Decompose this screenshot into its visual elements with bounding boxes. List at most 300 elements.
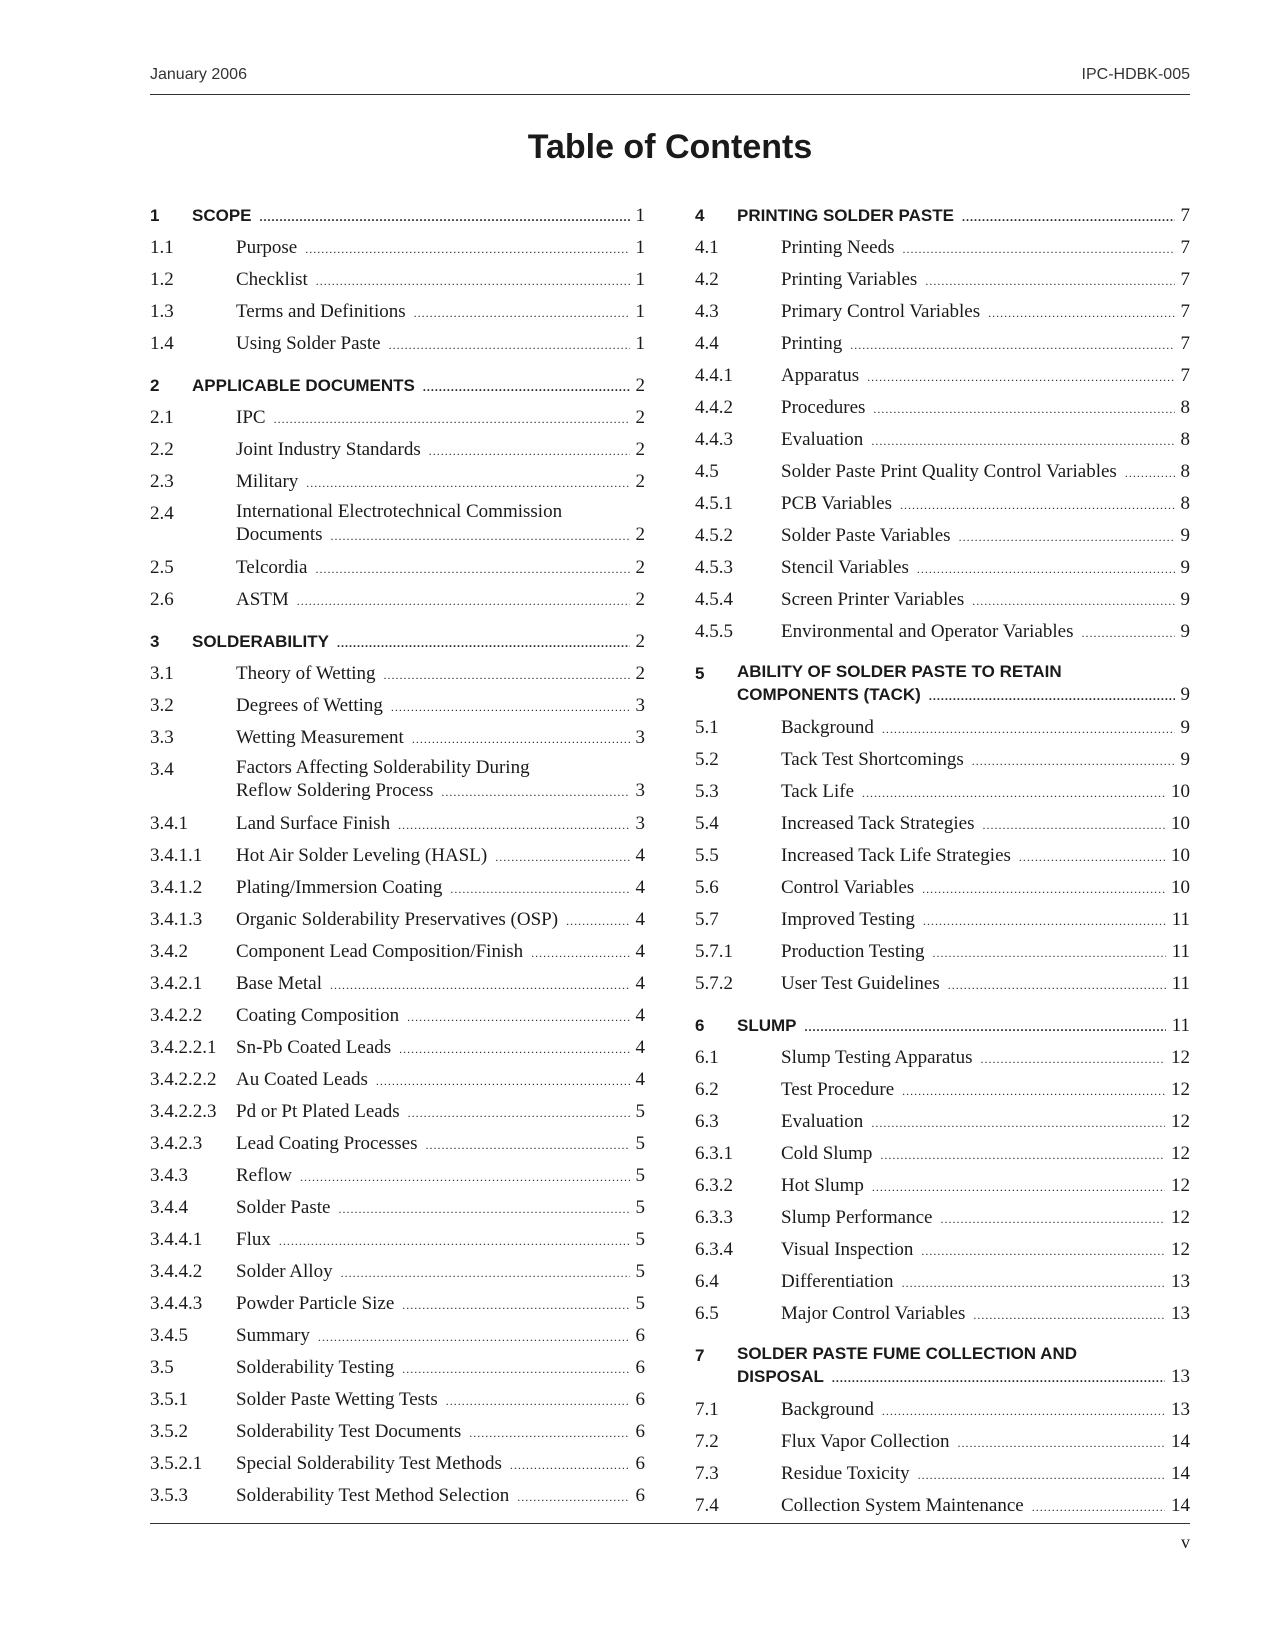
toc-entry[interactable]	[150, 872, 645, 904]
dot-leader	[988, 297, 1174, 329]
toc-entry[interactable]	[150, 968, 645, 1000]
toc-section	[695, 200, 1190, 648]
toc-entry[interactable]	[150, 1160, 645, 1192]
toc-entry-number: 2.1	[150, 407, 174, 428]
toc-entry[interactable]	[695, 328, 1190, 360]
toc-entry-number: 6	[695, 1016, 705, 1035]
toc-entry-title: ABILITY OF SOLDER PASTE TO RETAIN	[737, 662, 1062, 681]
dot-leader	[925, 265, 1174, 297]
toc-entry-body	[781, 776, 1190, 809]
toc-entry-number: 4.5.4	[695, 589, 733, 610]
toc-entry-body	[236, 904, 645, 937]
toc-entry-body	[236, 872, 645, 905]
toc-entry[interactable]	[150, 552, 645, 584]
toc-entry-number: 2.6	[150, 589, 174, 610]
page-title: Table of Contents	[527, 128, 813, 166]
toc-entry-body	[236, 968, 645, 1001]
toc-entry-page: 7	[1180, 237, 1190, 258]
toc-entry-title: Powder Particle Size	[236, 1293, 395, 1314]
toc-entry-number: 7.4	[695, 1495, 719, 1516]
toc-entry-title: Telcordia	[236, 557, 308, 578]
toc-entry[interactable]	[695, 360, 1190, 392]
toc-entry-body	[781, 808, 1190, 841]
toc-entry[interactable]	[150, 808, 645, 840]
dot-leader	[1019, 841, 1165, 873]
toc-entry-body	[781, 872, 1190, 905]
toc-entry-leader-row	[781, 616, 1190, 649]
toc-entry-page: 5	[635, 1293, 645, 1314]
toc-entry-body	[781, 968, 1190, 1001]
dot-leader	[958, 1427, 1165, 1459]
toc-entry[interactable]	[695, 232, 1190, 264]
toc-entry-page: 1	[635, 269, 645, 290]
toc-entry-leader-row	[781, 1138, 1190, 1171]
dot-leader	[330, 969, 629, 1001]
toc-entry-page: 1	[635, 205, 645, 226]
toc-entry-leader-row	[781, 584, 1190, 617]
toc-entry-title: Degrees of Wetting	[236, 695, 383, 716]
dot-leader	[414, 297, 630, 329]
toc-entry-body	[236, 722, 645, 755]
toc-entry-number: 6.3.4	[695, 1239, 733, 1260]
toc-entry-leader-row	[781, 1106, 1190, 1139]
toc-entry-page: 3	[635, 695, 645, 716]
toc-entry[interactable]	[150, 754, 645, 808]
toc-entry-title: Evaluation	[781, 1111, 864, 1132]
header-date: January 2006	[150, 66, 247, 83]
toc-entry-page: 2	[635, 407, 645, 428]
toc-entry-leader-row	[236, 232, 645, 265]
toc-entry-number: 6.2	[695, 1079, 719, 1100]
toc-entry-number: 3.5.2.1	[150, 1453, 203, 1474]
toc-entry-body	[781, 328, 1190, 361]
page-header	[150, 62, 1190, 95]
toc-entry[interactable]	[695, 1458, 1190, 1490]
toc-entry-title: Plating/Immersion Coating	[236, 877, 443, 898]
toc-entry-title: Component Lead Composition/Finish	[236, 941, 524, 962]
toc-entry-body	[781, 1234, 1190, 1267]
toc-entry-page: 9	[1180, 621, 1190, 642]
toc-entry[interactable]	[695, 1234, 1190, 1266]
toc-entry-number: 4.4.1	[695, 365, 733, 386]
toc-entry-page: 4	[635, 1069, 645, 1090]
toc-entry-title: Factors Affecting Solderability During	[236, 757, 530, 778]
toc-entry-leader-row	[781, 424, 1190, 457]
toc-entry-number: 3.4.4.1	[150, 1229, 203, 1250]
toc-entry-number: 5.3	[695, 781, 719, 802]
toc-entry-page: 12	[1171, 1111, 1190, 1132]
dot-leader	[850, 329, 1174, 361]
toc-entry-number: 1.2	[150, 269, 174, 290]
toc-section-heading[interactable]	[150, 626, 645, 658]
toc-entry[interactable]	[695, 1426, 1190, 1458]
toc-entry[interactable]	[150, 1352, 645, 1384]
toc-entry[interactable]	[695, 1298, 1190, 1330]
toc-entry[interactable]	[150, 232, 645, 264]
toc-right-column	[695, 200, 1190, 1532]
toc-entry[interactable]	[150, 1128, 645, 1160]
dot-leader	[873, 393, 1174, 425]
toc-entry-number: 3.5.1	[150, 1389, 188, 1410]
toc-entry[interactable]	[150, 498, 645, 552]
dot-leader	[940, 1203, 1165, 1235]
toc-entry-title: Terms and Definitions	[236, 301, 406, 322]
toc-section-heading[interactable]	[695, 658, 1190, 712]
dot-leader	[341, 1257, 630, 1289]
toc-entry[interactable]	[695, 424, 1190, 456]
toc-entry-number: 3.4.4.3	[150, 1293, 203, 1314]
toc-entry[interactable]	[695, 904, 1190, 936]
toc-entry-leader-row	[236, 658, 645, 691]
toc-section-heading[interactable]	[150, 370, 645, 402]
toc-entry-leader-row	[236, 328, 645, 361]
toc-entry[interactable]	[695, 1490, 1190, 1522]
toc-entry-number: 4.2	[695, 269, 719, 290]
toc-entry-body	[781, 840, 1190, 873]
toc-entry[interactable]	[150, 1096, 645, 1128]
toc-entry-body	[236, 936, 645, 969]
toc-entry-body	[781, 1074, 1190, 1107]
toc-entry[interactable]	[150, 402, 645, 434]
dot-leader	[412, 723, 630, 755]
toc-entry-leader-row	[236, 1320, 645, 1353]
toc-entry[interactable]	[695, 776, 1190, 808]
toc-entry-body	[236, 690, 645, 723]
toc-entry-leader-row	[737, 683, 1190, 708]
toc-entry-body	[781, 616, 1190, 649]
dot-leader	[305, 233, 629, 265]
toc-entry-title: Solder Alloy	[236, 1261, 333, 1282]
toc-entry-leader-row	[781, 520, 1190, 553]
toc-entry-number: 3.4.4.2	[150, 1261, 203, 1282]
toc-entry-leader-row	[236, 808, 645, 841]
toc-entry-body	[192, 370, 645, 403]
toc-entry-number: 4.5.3	[695, 557, 733, 578]
toc-entry-number: 5.2	[695, 749, 719, 770]
toc-entry-number: 5.7.1	[695, 941, 733, 962]
toc-entry[interactable]	[150, 296, 645, 328]
toc-entry[interactable]	[150, 904, 645, 936]
dot-leader	[429, 435, 630, 467]
toc-entry-title: Pd or Pt Plated Leads	[236, 1101, 400, 1122]
toc-entry-page: 13	[1171, 1303, 1190, 1324]
toc-entry-body	[236, 402, 645, 435]
toc-entry-body	[781, 1170, 1190, 1203]
toc-entry[interactable]	[695, 552, 1190, 584]
toc-entry[interactable]	[150, 1000, 645, 1032]
toc-section-heading[interactable]	[150, 200, 645, 232]
toc-entry-title: PRINTING SOLDER PASTE	[737, 206, 954, 225]
header-doc-id: IPC-HDBK-005	[1081, 66, 1190, 83]
toc-entry-page: 2	[635, 631, 645, 652]
toc-entry-page: 14	[1171, 1495, 1190, 1516]
toc-entry[interactable]	[150, 328, 645, 360]
toc-entry[interactable]	[695, 712, 1190, 744]
toc-entry-title: Apparatus	[781, 365, 860, 386]
dot-leader	[871, 425, 1174, 457]
toc-entry-title: IPC	[236, 407, 266, 428]
toc-entry[interactable]	[695, 936, 1190, 968]
dot-leader	[495, 841, 629, 873]
toc-entry-leader-row	[781, 1426, 1190, 1459]
toc-entry-title: ASTM	[236, 589, 289, 610]
toc-entry-title: Purpose	[236, 237, 298, 258]
toc-entry[interactable]	[150, 722, 645, 754]
toc-entry-title: Au Coated Leads	[236, 1069, 368, 1090]
toc-entry[interactable]	[150, 1448, 645, 1480]
toc-entry-page: 9	[1180, 717, 1190, 738]
toc-entry[interactable]	[695, 872, 1190, 904]
dot-leader	[917, 553, 1175, 585]
toc-entry-leader-row	[236, 1288, 645, 1321]
toc-entry[interactable]	[150, 264, 645, 296]
toc-entry-leader-row	[781, 1490, 1190, 1523]
toc-section-heading[interactable]	[695, 1340, 1190, 1394]
dot-leader	[973, 1299, 1165, 1331]
toc-entry-leader-row	[236, 872, 645, 905]
toc-entry-page: 4	[635, 1005, 645, 1026]
toc-section-heading[interactable]	[695, 1010, 1190, 1042]
toc-entry-number: 1.1	[150, 237, 174, 258]
toc-entry-number: 2.2	[150, 439, 174, 460]
toc-entry-leader-row	[236, 523, 645, 548]
toc-entry-title: Slump Testing Apparatus	[781, 1047, 973, 1068]
toc-entry[interactable]	[695, 264, 1190, 296]
toc-entry-title-continued: Reflow Soldering Process	[236, 780, 434, 801]
toc-section-heading[interactable]	[695, 200, 1190, 232]
toc-entry-leader-row	[236, 1096, 645, 1129]
toc-entry-title: SOLDERABILITY	[192, 632, 329, 651]
dot-leader	[566, 905, 629, 937]
toc-entry-page: 11	[1171, 1015, 1190, 1036]
toc-entry-number: 6.3	[695, 1111, 719, 1132]
toc-entry-title: Flux Vapor Collection	[781, 1431, 950, 1452]
toc-entry[interactable]	[150, 690, 645, 722]
toc-entry-body	[781, 424, 1190, 457]
toc-entry[interactable]	[695, 1266, 1190, 1298]
toc-entry-page: 2	[635, 524, 645, 545]
toc-entry-body	[236, 1480, 645, 1513]
toc-entry-title: Major Control Variables	[781, 1303, 966, 1324]
toc-entry-page: 13	[1171, 1271, 1190, 1292]
toc-entry-page: 6	[635, 1453, 645, 1474]
toc-entry-page: 12	[1171, 1175, 1190, 1196]
toc-entry[interactable]	[695, 456, 1190, 488]
toc-entry-leader-row	[781, 712, 1190, 745]
toc-entry-number: 4.5.2	[695, 525, 733, 546]
toc-section	[150, 626, 645, 1512]
dot-leader	[318, 1321, 630, 1353]
toc-entry-body	[236, 1416, 645, 1449]
toc-entry-number: 3.4.4	[150, 1197, 188, 1218]
toc-entry[interactable]	[150, 936, 645, 968]
toc-entry[interactable]	[150, 584, 645, 616]
toc-entry-leader-row	[781, 872, 1190, 905]
toc-entry[interactable]	[695, 584, 1190, 616]
toc-entry-number: 1.3	[150, 301, 174, 322]
toc-entry-number: 3.3	[150, 727, 174, 748]
toc-entry[interactable]	[150, 1320, 645, 1352]
dot-leader	[407, 1001, 629, 1033]
dot-leader	[399, 1033, 629, 1065]
dot-leader	[337, 627, 630, 659]
toc-entry[interactable]	[150, 1384, 645, 1416]
toc-entry[interactable]	[150, 840, 645, 872]
toc-section	[150, 370, 645, 616]
dot-leader	[297, 585, 630, 617]
toc-entry[interactable]	[150, 1224, 645, 1256]
dot-leader	[948, 969, 1166, 1001]
toc-entry-number: 6.1	[695, 1047, 719, 1068]
dot-leader	[391, 691, 630, 723]
toc-entry-page: 6	[635, 1389, 645, 1410]
dot-leader	[510, 1449, 630, 1481]
toc-entry-title: Using Solder Paste	[236, 333, 381, 354]
toc-entry-number: 3.4.2.2.2	[150, 1069, 217, 1090]
toc-entry[interactable]	[695, 744, 1190, 776]
toc-entry-body	[236, 1064, 645, 1097]
toc-entry-number: 6.4	[695, 1271, 719, 1292]
toc-entry-title: Improved Testing	[781, 909, 915, 930]
document-page	[150, 0, 1190, 1650]
toc-entry-body	[236, 658, 645, 691]
toc-entry-number: 2	[150, 376, 160, 395]
toc-entry[interactable]	[695, 520, 1190, 552]
dot-leader	[900, 489, 1174, 521]
dot-leader	[279, 1225, 630, 1257]
toc-entry-leader-row	[236, 1128, 645, 1161]
toc-entry-title: Collection System Maintenance	[781, 1495, 1024, 1516]
toc-entry-body	[236, 498, 645, 548]
toc-entry-page: 4	[635, 1037, 645, 1058]
toc-entry[interactable]	[695, 488, 1190, 520]
toc-entry[interactable]	[150, 1192, 645, 1224]
toc-entry-leader-row	[781, 1234, 1190, 1267]
toc-entry[interactable]	[150, 1256, 645, 1288]
dot-leader	[402, 1353, 629, 1385]
toc-entry-body	[737, 1010, 1190, 1043]
toc-entry-body	[781, 1042, 1190, 1075]
toc-entry-title: Stencil Variables	[781, 557, 909, 578]
toc-entry-number: 4.3	[695, 301, 719, 322]
dot-leader	[517, 1481, 629, 1513]
dot-leader	[932, 937, 1165, 969]
toc-entry[interactable]	[150, 1416, 645, 1448]
toc-entry[interactable]	[150, 1032, 645, 1064]
toc-entry-page: 2	[635, 663, 645, 684]
toc-entry[interactable]	[695, 1074, 1190, 1106]
toc-entry[interactable]	[695, 968, 1190, 1000]
toc-entry[interactable]	[150, 1064, 645, 1096]
toc-entry-number: 3.4.1.3	[150, 909, 203, 930]
toc-entry-title: Special Solderability Test Methods	[236, 1453, 502, 1474]
toc-entry-title: Sn-Pb Coated Leads	[236, 1037, 392, 1058]
toc-entry-title: Increased Tack Strategies	[781, 813, 975, 834]
toc-entry-body	[236, 1256, 645, 1289]
toc-entry[interactable]	[695, 392, 1190, 424]
toc-entry-leader-row	[781, 1298, 1190, 1331]
toc-entry[interactable]	[150, 658, 645, 690]
toc-entry-leader-row	[737, 1010, 1190, 1043]
toc-entry[interactable]	[695, 616, 1190, 648]
toc-entry-page: 9	[1180, 525, 1190, 546]
toc-entry-leader-row	[236, 552, 645, 585]
dot-leader	[959, 521, 1175, 553]
toc-section	[695, 1010, 1190, 1330]
toc-entry-page: 8	[1180, 461, 1190, 482]
toc-entry-body	[236, 1128, 645, 1161]
toc-entry-page: 5	[635, 1165, 645, 1186]
toc-entry-page: 4	[635, 973, 645, 994]
dot-leader	[426, 1129, 630, 1161]
toc-entry[interactable]	[695, 1138, 1190, 1170]
toc-entry[interactable]	[695, 1042, 1190, 1074]
toc-entry[interactable]	[695, 1394, 1190, 1426]
toc-entry-body	[781, 488, 1190, 521]
toc-left-column	[150, 200, 645, 1522]
toc-entry-body	[236, 264, 645, 297]
toc-entry[interactable]	[695, 296, 1190, 328]
toc-entry-leader-row	[737, 1365, 1190, 1390]
toc-entry-leader-row	[236, 402, 645, 435]
toc-entry-leader-row	[737, 200, 1190, 233]
toc-entry-title: Solderability Test Documents	[236, 1421, 462, 1442]
dot-leader	[1032, 1491, 1165, 1523]
toc-entry-body	[737, 658, 1190, 708]
toc-entry-body	[781, 1458, 1190, 1491]
toc-entry[interactable]	[150, 434, 645, 466]
toc-entry-title: Printing Variables	[781, 269, 918, 290]
dot-leader	[402, 1289, 629, 1321]
toc-entry-number: 3.5	[150, 1357, 174, 1378]
toc-entry[interactable]	[695, 808, 1190, 840]
toc-entry-body	[737, 200, 1190, 233]
toc-entry-number: 3.4.1.1	[150, 845, 203, 866]
toc-entry[interactable]	[150, 1480, 645, 1512]
toc-entry[interactable]	[150, 466, 645, 498]
toc-entry-title: APPLICABLE DOCUMENTS	[192, 376, 415, 395]
toc-entry-leader-row	[236, 1480, 645, 1513]
toc-entry-leader-row	[236, 840, 645, 873]
dot-leader	[922, 873, 1165, 905]
toc-entry-body	[781, 744, 1190, 777]
toc-entry[interactable]	[695, 1170, 1190, 1202]
toc-entry-page: 1	[635, 301, 645, 322]
toc-entry-page: 2	[635, 471, 645, 492]
toc-entry-leader-row	[236, 296, 645, 329]
toc-entry[interactable]	[695, 1106, 1190, 1138]
toc-entry-number: 6.3.3	[695, 1207, 733, 1228]
toc-entry[interactable]	[695, 1202, 1190, 1234]
toc-entry-page: 10	[1171, 845, 1190, 866]
toc-entry-page: 4	[635, 877, 645, 898]
toc-entry[interactable]	[695, 840, 1190, 872]
page-footer	[150, 1523, 1190, 1552]
toc-entry-body	[781, 1106, 1190, 1139]
toc-entry-leader-row	[781, 1266, 1190, 1299]
dot-leader	[972, 585, 1174, 617]
dot-leader	[338, 1193, 629, 1225]
toc-entry-leader-row	[192, 370, 645, 403]
toc-entry-title: SLUMP	[737, 1016, 797, 1035]
toc-entry-number: 5.7.2	[695, 973, 733, 994]
toc-entry-leader-row	[236, 466, 645, 499]
dot-leader	[805, 1011, 1166, 1043]
toc-entry-leader-row	[236, 1448, 645, 1481]
toc-entry-number: 4.4	[695, 333, 719, 354]
toc-entry-body	[236, 328, 645, 361]
toc-entry[interactable]	[150, 1288, 645, 1320]
